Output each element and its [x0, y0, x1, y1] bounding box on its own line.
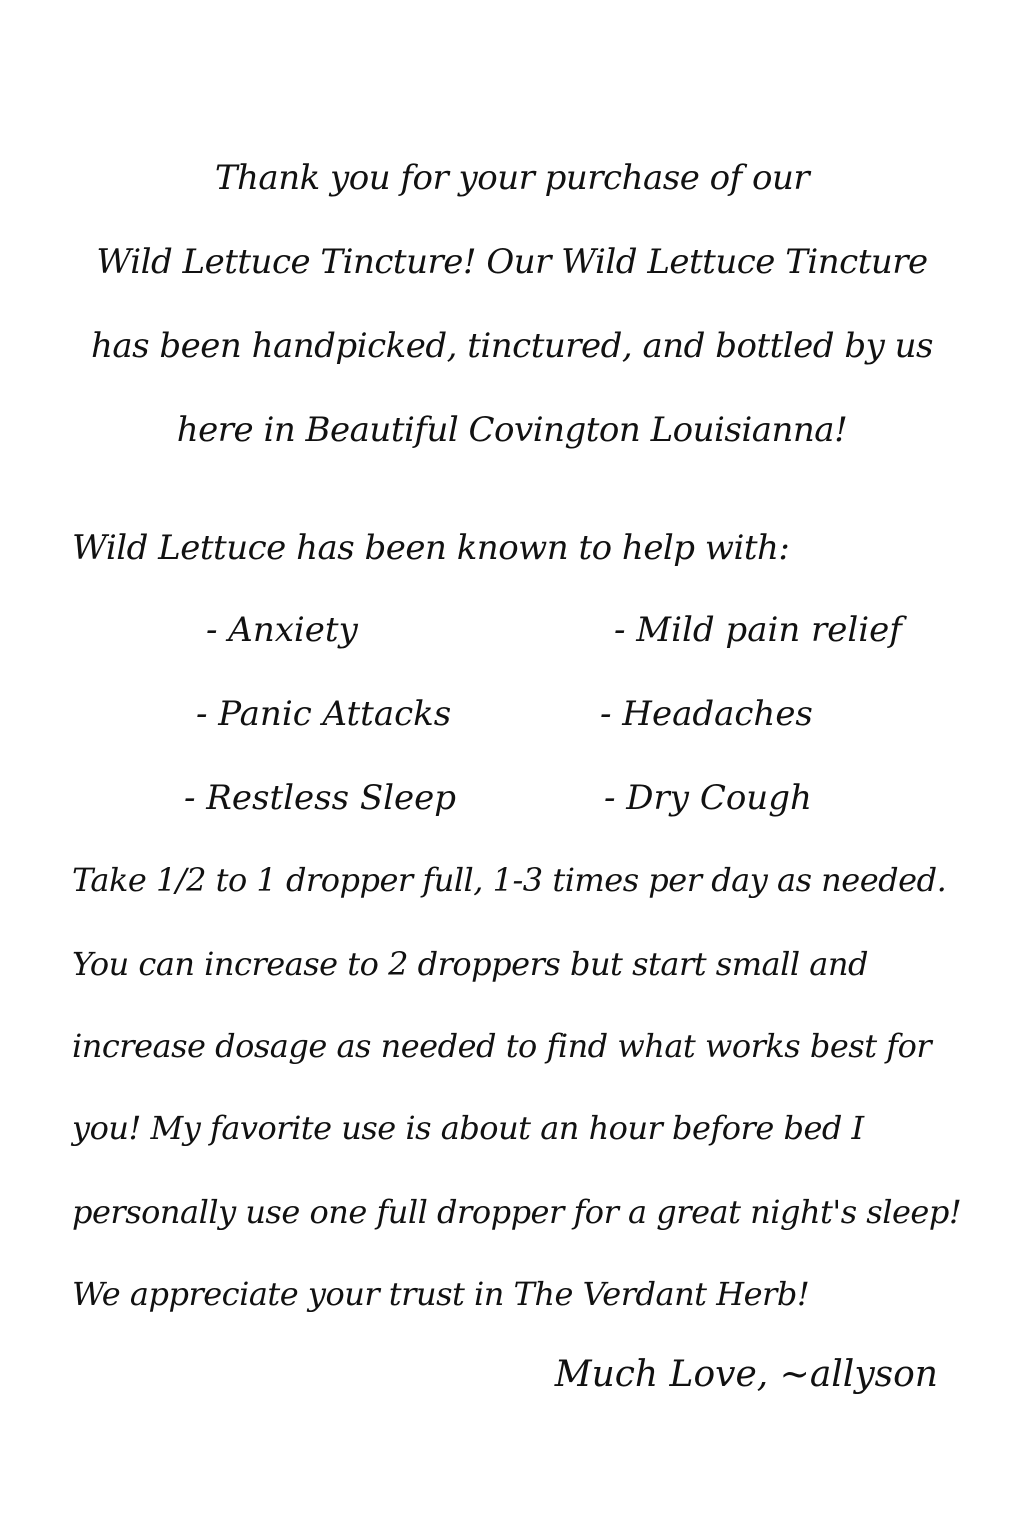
dosage-line-2: You can increase to 2 droppers but start small and	[72, 945, 868, 983]
dosage-line-3: increase dosage as needed to find what works best for	[72, 1027, 932, 1065]
benefit-item-restless-sleep: - Restless Sleep	[184, 778, 456, 818]
signature: Much Love, ~allyson	[554, 1354, 938, 1395]
dosage-line-4: you! My favorite use is about an hour before bed I	[72, 1109, 864, 1147]
intro-line-1: Thank you for your purchase of our	[214, 158, 810, 198]
dosage-line-5: personally use one full dropper for a great night's sleep!	[72, 1193, 962, 1231]
dosage-line-1: Take 1/2 to 1 dropper full, 1-3 times per day as needed.	[72, 861, 947, 899]
benefit-item-anxiety: - Anxiety	[206, 610, 358, 650]
benefit-item-headaches: - Headaches	[600, 694, 813, 734]
intro-line-2: Wild Lettuce Tincture! Our Wild Lettuce Tincture	[96, 242, 928, 282]
intro-line-3: has been handpicked, tinctured, and bottled by us	[90, 326, 934, 366]
benefit-item-dry-cough: - Dry Cough	[604, 778, 812, 818]
dosage-line-6: We appreciate your trust in The Verdant Herb!	[72, 1275, 810, 1313]
benefit-item-mild-pain-relief: - Mild pain relief	[614, 610, 902, 650]
benefit-item-panic-attacks: - Panic Attacks	[196, 694, 452, 734]
intro-line-4: here in Beautiful Covington Louisianna!	[176, 410, 848, 450]
benefits-heading: Wild Lettuce has been known to help with:	[72, 528, 790, 568]
